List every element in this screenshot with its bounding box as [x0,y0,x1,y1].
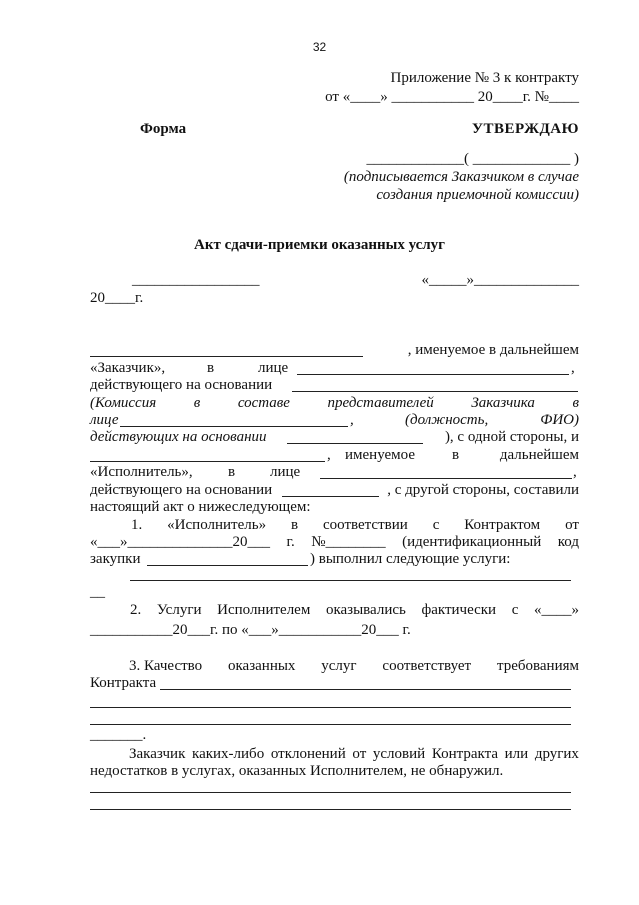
form-label: Форма [140,121,187,137]
blank-line [287,443,423,444]
text-line: «Исполнитель», [90,464,193,480]
text-line: настоящий акт о нижеследующем: [90,499,311,515]
text-line: действующего на основании [90,377,273,393]
word: №________ [311,534,386,550]
word: в [193,395,201,411]
text-line: (должность, [405,412,489,428]
contract-reference: от «____» ___________ 20____г. №____ [325,89,579,105]
word: 2. [130,602,142,618]
text-line: лице [90,412,119,428]
word: от [565,517,579,533]
paragraph-1-line: ) выполнил следующие услуги: [310,551,511,567]
paragraph-3-end: _______. [90,727,147,743]
word: условий [372,746,426,762]
blank-line [297,374,569,375]
word: Контрактом [464,517,541,533]
date-right: «_____»______________ [421,272,579,288]
word: фактически [421,602,497,618]
word: или [504,746,529,762]
word: с [511,602,519,618]
blank-line [90,809,571,810]
word: отклонений [270,746,346,762]
text-line: , [573,464,577,480]
place-line: _________________ [132,272,260,288]
approval-note-line1: (подписывается Заказчиком в случае [343,169,579,185]
text-line: «Заказчик», [90,360,166,376]
word: оказанных [227,658,296,674]
blank-line [120,426,348,427]
word: соответствии [323,517,408,533]
word: «___»______________20___ [90,534,270,550]
blank-line [147,565,308,566]
text-line: , [571,360,575,376]
blank-line [90,461,325,462]
document-title: Акт сдачи-приемки оказанных услуг [194,237,445,253]
word: Услуги [156,602,202,618]
text-line: лице [270,464,301,480]
word: «Исполнитель» [167,517,267,533]
word: «____» [533,602,579,618]
word: Контракта [431,746,498,762]
text-line: , [350,412,354,428]
word: 3. Качество [129,658,203,674]
text-line: именуемое [345,447,415,463]
blank-line [160,689,571,690]
text-line: лице [258,360,289,376]
text-line: дальнейшем [499,447,579,463]
text-line: ), с одной стороны, и [444,429,579,445]
word: Заказчик [129,746,186,762]
blank-line [282,496,379,497]
year-line: 20____г. [90,290,144,306]
blank-line [90,724,571,725]
text-line: в [452,447,460,463]
text-line: действующих на основании [90,429,267,445]
word: (идентификационный [402,534,542,550]
appendix-heading: Приложение № 3 к контракту [390,70,579,86]
paragraph-2-line [130,601,579,619]
paragraph-1-line [90,533,579,551]
blank-line [320,478,572,479]
text-line: ФИО) [540,412,579,428]
blank-line [90,707,571,708]
paragraph-4-line: недостатков в услугах, оказанных Исполнителем, не обнаружил. [90,763,504,779]
paragraph-2-line: ___________20___г. по «___»___________20___ г. [90,622,411,638]
text-line: , именуемое в дальнейшем [407,342,579,358]
text-line: действующего на основании [90,482,273,498]
word: г. [286,534,295,550]
word: в [572,395,579,411]
blank-line [90,356,363,357]
word: код [557,534,579,550]
word: 1. [131,517,143,533]
word: с [432,517,440,533]
text-line: в [207,360,215,376]
dash-line: __ [90,584,105,600]
paragraph-3-line [129,657,579,675]
word: составе [237,395,290,411]
text-line: , с другой стороны, составили [387,482,579,498]
word: каких-либо [192,746,265,762]
paragraph-4-line [129,745,579,763]
word: представителей [327,395,434,411]
word: (Комиссия [90,395,157,411]
word: оказывались [325,602,406,618]
approval-note-line2: создания приемочной комиссии) [376,187,579,203]
blank-line [292,391,578,392]
paragraph-3-line: Контракта [90,675,157,691]
word: Заказчика [471,395,535,411]
blank-line [90,792,571,793]
approval-signature: _____________( _____________ ) [366,151,579,167]
paragraph-1-line [131,516,579,534]
word: соответствует [382,658,472,674]
text-line [90,394,579,412]
blank-line [130,580,571,581]
text-line: , [327,447,331,463]
word: требованиям [496,658,579,674]
approval-title: УТВЕРЖДАЮ [471,121,579,137]
text-line: в [228,464,236,480]
word: Исполнителем [217,602,311,618]
word: услуг [321,658,357,674]
word: в [291,517,299,533]
paragraph-1-line: закупки [90,551,141,567]
word: от [352,746,367,762]
word: других [534,746,579,762]
page-number: 32 [312,40,327,54]
